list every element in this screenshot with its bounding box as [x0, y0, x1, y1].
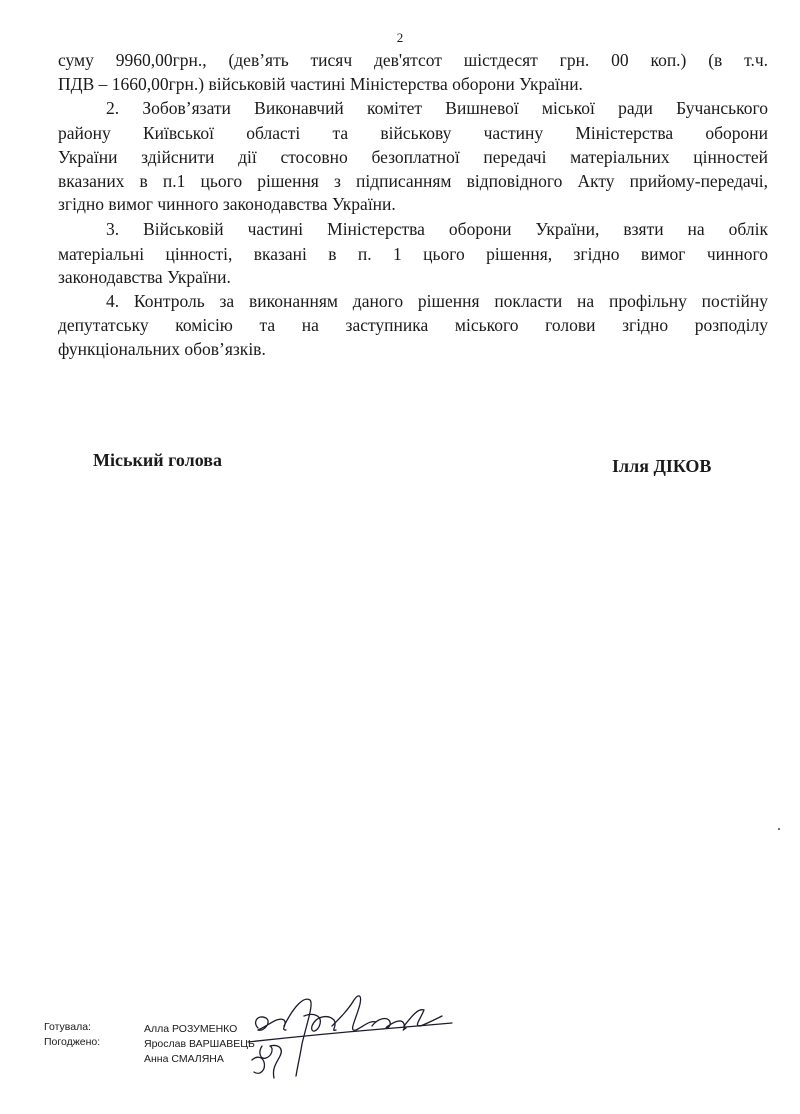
body-line-11: 4. Контроль за виконанням даного рішення покласти на профільну постійну — [106, 291, 768, 311]
body-line-13: функціональних обов’язків. — [58, 339, 266, 359]
approver-name-1: Алла РОЗУМЕНКО — [144, 1023, 238, 1035]
body-line-2: ПДВ – 1660,00грн.) військовій частині Міністерства оборони України. — [58, 74, 583, 94]
body-line-8: 3. Військовій частині Міністерства оборони України, взяти на облік — [106, 219, 768, 239]
approver-name-3: Анна СМАЛЯНА — [144, 1053, 224, 1065]
agreed-label: Погоджено: — [44, 1036, 101, 1048]
body-line-7: згідно вимог чинного законодавства України. — [58, 194, 396, 214]
body-line-6: вказаних в п.1 цього рішення з підписанням відповідного Акту прийому-передачі, — [58, 171, 768, 191]
body-line-3: 2. Зобов’язати Виконавчий комітет Вишневої міської ради Бучанського — [106, 98, 768, 118]
body-line-9: матеріальні цінності, вказані в п. 1 цього рішення, згідно вимог чинного — [58, 244, 768, 264]
handwritten-signature — [244, 986, 454, 1086]
scan-artifact-dot — [778, 828, 780, 830]
mayor-name: Ілля ДІКОВ — [612, 456, 712, 476]
body-line-1: суму 9960,00грн., (дев’ять тисяч дев'ятсот шістдесят грн. 00 коп.) (в т.ч. — [58, 50, 768, 70]
approver-name-2: Ярослав ВАРШАВЕЦЬ — [144, 1038, 255, 1050]
mayor-title: Міський голова — [93, 450, 222, 470]
body-line-10: законодавства України. — [58, 267, 231, 287]
body-line-4: району Київської області та військову частину Міністерства оборони — [58, 123, 768, 143]
prepared-label: Готувала: — [44, 1021, 91, 1033]
body-line-5: України здійснити дії стосовно безоплатної передачі матеріальних цінностей — [58, 147, 768, 167]
body-line-12: депутатську комісію та на заступника міського голови згідно розподілу — [58, 315, 768, 335]
page-number: 2 — [396, 30, 404, 45]
